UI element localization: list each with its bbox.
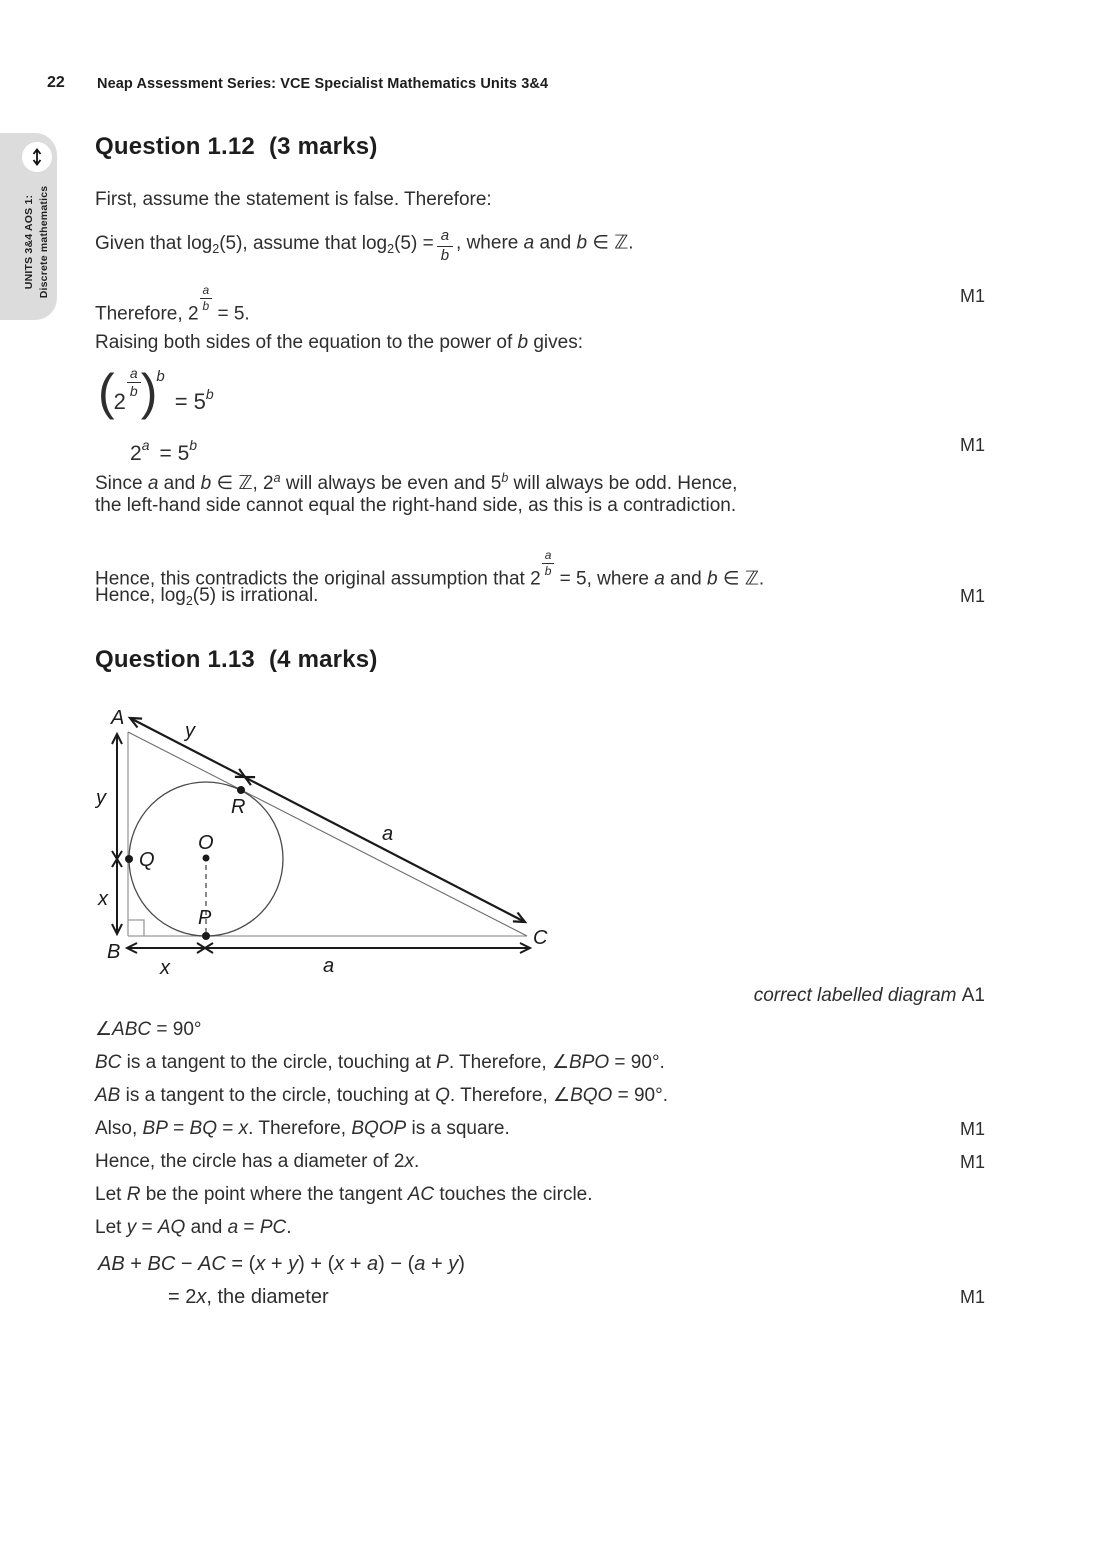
label-y-left: y — [96, 787, 106, 809]
eq2-rhs-exponent: b — [189, 437, 198, 453]
q112-hence1-post: = 5, where a and b ∈ ℤ. — [554, 568, 765, 590]
exponent-fraction-a-over-b: $\frac{a}{b}$ — [542, 549, 555, 577]
q112-intro-line: First, assume the statement is false. Therefore: — [95, 189, 492, 210]
q112-therefore-pre: Therefore, 2 — [95, 303, 199, 325]
label-Q: Q — [139, 849, 155, 871]
q113-line-let-y: Let y = AQ and a = PC. — [95, 1217, 292, 1238]
left-paren: ( — [98, 364, 114, 420]
eq2-rhs: = 5 — [159, 442, 190, 465]
sidebar-tab-label-line1: UNITS 3&4 AOS 1: — [23, 194, 35, 290]
mark-m1-2: M1 — [959, 435, 985, 455]
sidebar-tab — [0, 133, 57, 320]
mark-m1-4: M1 — [959, 1119, 985, 1139]
label-O: O — [198, 832, 214, 854]
label-x-bottom: x — [160, 957, 170, 979]
q113-final-eq-line2-text: = 2x, the diameter — [168, 1286, 329, 1308]
caption-text: correct labelled diagram — [753, 985, 957, 1006]
header-title: Neap Assessment Series: VCE Specialist Mathematics Units 3&4 — [97, 76, 549, 92]
page-number: 22 — [47, 74, 65, 91]
q113-line-square-text: Also, BP = BQ = x. Therefore, BQOP is a square. — [95, 1118, 510, 1139]
q112-given-post: , where a and b ∈ ℤ. — [456, 232, 634, 254]
question-1-12-marks: (3 marks) — [268, 133, 378, 160]
sidebar-tab-label-line2: Discrete mathematics — [37, 185, 50, 299]
q112-therefore-line — [95, 284, 985, 327]
side-AC — [128, 732, 527, 936]
q112-given-line — [95, 228, 985, 264]
eq2-lhs-exponent: a — [141, 437, 150, 453]
mark-m1-6: M1 — [959, 1287, 985, 1307]
question-1-13-heading — [95, 646, 378, 674]
point-R-dot — [237, 786, 245, 794]
question-1-12-title: Question 1.12 — [95, 133, 255, 160]
q112-raising-line: Raising both sides of the equation to the power of b gives: — [95, 332, 583, 353]
point-P-dot — [202, 932, 210, 940]
eq2-lhs-base: 2 — [130, 442, 142, 465]
measure-arrow-AC — [130, 718, 525, 922]
eq1-base: 2 — [113, 389, 126, 414]
label-y-hypotenuse: y — [185, 720, 195, 742]
q112-hence1-pre: Hence, this contradicts the original assumption that 2 — [95, 568, 541, 590]
label-B: B — [107, 941, 121, 963]
mark-m1-1: M1 — [959, 286, 985, 306]
label-C: C — [533, 927, 548, 949]
question-1-13-title: Question 1.13 — [95, 646, 255, 673]
q113-line-diameter-text: Hence, the circle has a diameter of 2x. — [95, 1151, 420, 1172]
exponent-fraction-a-over-b: $\frac{a}{b}$ — [200, 284, 213, 312]
measure-arrow-BC — [127, 943, 530, 953]
q112-since-line2: the left-hand side cannot equal the right-hand side, as this is a contradiction. — [95, 495, 737, 516]
label-A: A — [111, 707, 125, 729]
q113-line-let-r: Let R be the point where the tangent AC touches the circle. — [95, 1184, 593, 1205]
question-1-12-heading — [95, 133, 378, 161]
exponent-fraction-a-over-b: $\frac{a}{b}$ — [127, 366, 141, 398]
q113-line-square — [95, 1117, 985, 1141]
label-R: R — [231, 796, 246, 818]
q112-therefore-post: = 5. — [212, 303, 250, 325]
q113-line-bc-tangent: BC is a tangent to the circle, touching at P. Therefore, ∠BPO = 90°. — [95, 1052, 665, 1073]
mark-m1-5: M1 — [959, 1152, 985, 1172]
right-paren: ) — [140, 364, 157, 420]
mark-m1-3: M1 — [959, 586, 985, 606]
right-angle-marker — [128, 920, 144, 936]
eq1-outer-exponent: b — [156, 368, 165, 385]
q113-final-eq-line1 — [95, 1252, 985, 1276]
q112-equation-2 — [95, 433, 985, 466]
triangle-circle-diagram — [95, 698, 565, 988]
question-1-13-marks: (4 marks) — [268, 646, 378, 673]
mark-a1: A1 — [961, 985, 985, 1006]
label-a-bottom: a — [323, 955, 335, 977]
q113-line-ab-tangent: AB is a tangent to the circle, touching at Q. Therefore, ∠BQO = 90°. — [95, 1085, 668, 1106]
q112-since-line1: Since a and b ∈ ℤ, 2$^a$ will always be even and 5$^b$ will always be odd. Hence, — [95, 471, 738, 494]
fraction-a-over-b: $\frac{a}{b}$ — [437, 228, 453, 264]
q112-equation-1 — [95, 363, 985, 421]
label-x-left: x — [98, 888, 108, 910]
vertical-double-arrow-icon — [26, 146, 48, 168]
sidebar-tab-label — [22, 167, 52, 317]
diagram-caption — [95, 985, 985, 1007]
label-P: P — [198, 907, 212, 929]
q113-line-diameter — [95, 1150, 985, 1174]
point-Q-dot — [125, 855, 133, 863]
q112-hence2-text: Hence, $\log_2(5)$ is irrational. — [95, 585, 319, 608]
eq1-rhs: = 5 — [174, 389, 206, 414]
measure-arrow-AB — [112, 734, 122, 934]
q113-final-eq-line2 — [95, 1285, 985, 1309]
label-a-hypotenuse: a — [382, 823, 394, 845]
q112-hence-line2 — [95, 584, 985, 613]
eq1-rhs-exponent: b — [205, 386, 214, 402]
q112-given-pre: Given that $\log_2(5)$, assume that $\log_2(5)$ = — [95, 232, 434, 256]
q113-final-eq-line1-text: AB + BC − AC = (x + y) + (x + a) − (a + y) — [98, 1253, 465, 1275]
center-O-dot — [203, 855, 210, 862]
q113-line-angle-abc: ∠ABC = 90° — [95, 1019, 202, 1040]
